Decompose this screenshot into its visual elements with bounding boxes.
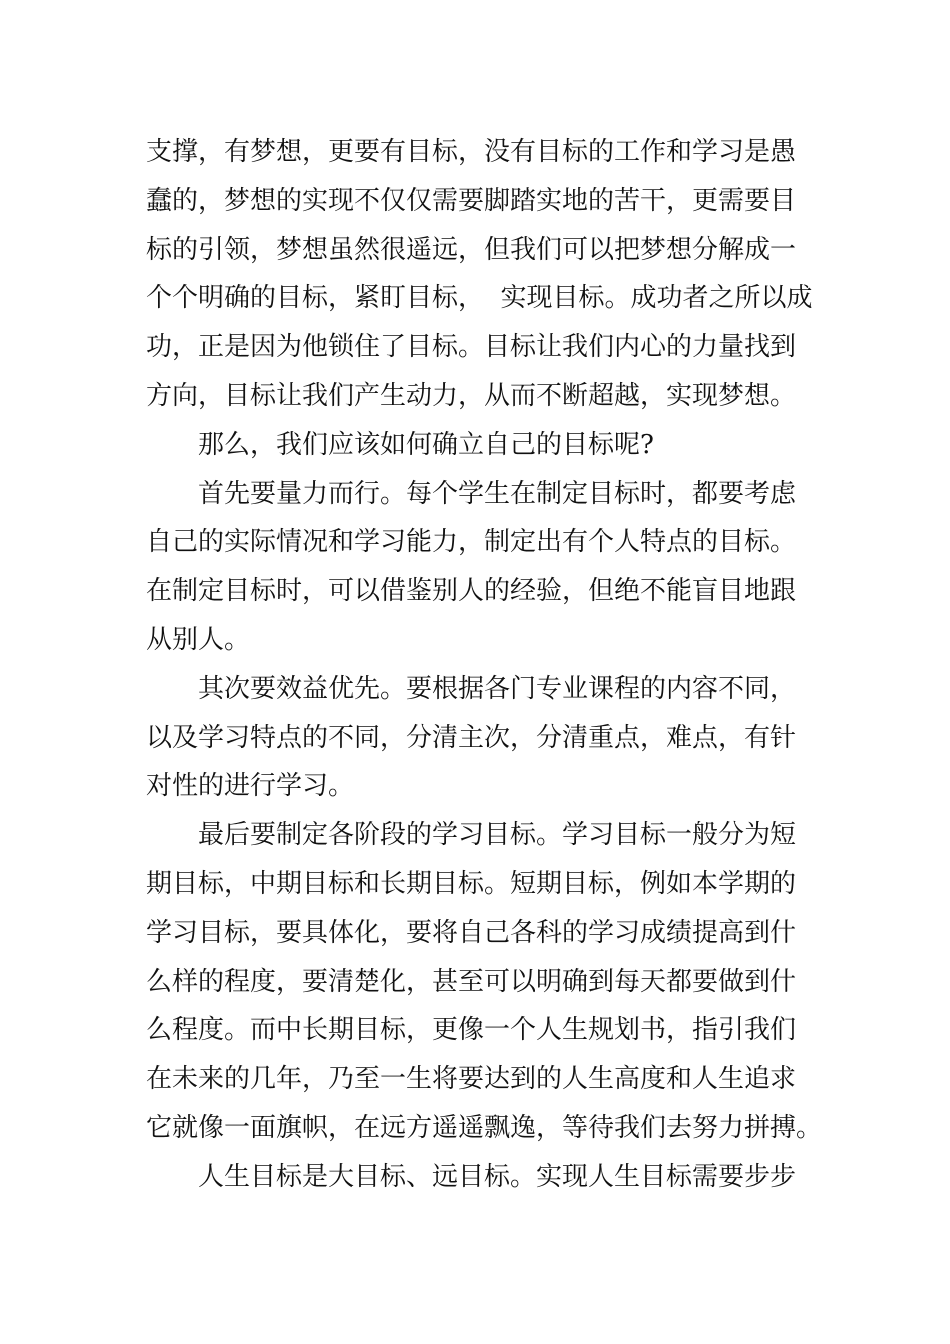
text-line: 以及学习特点的不同，分清主次，分清重点，难点，有针 [146, 722, 797, 753]
text-line: 方向，目标让我们产生动力，从而不断超越，实现梦想。 [146, 380, 797, 411]
document-body [146, 128, 823, 1202]
text-line: 它就像一面旗帜，在远方遥遥飘逸，等待我们去努力拼搏。 [146, 1112, 823, 1143]
text-line: 蠢的，梦想的实现不仅仅需要脚踏实地的苦干，更需要目 [146, 185, 797, 216]
paragraph-start-line: 其次要效益优先。要根据各门专业课程的内容不同， [198, 673, 797, 704]
text-line: 从别人。 [146, 624, 251, 655]
text-line: 支撑，有梦想，更要有目标，没有目标的工作和学习是愚 [146, 137, 797, 167]
paragraph-start-line: 人生目标是大目标、远目标。实现人生目标需要步步 [198, 1161, 797, 1192]
text-line: 功，正是因为他锁住了目标。目标让我们内心的力量找到 [146, 332, 797, 363]
text-line: 期目标，中期目标和长期目标。短期目标，例如本学期的 [146, 868, 797, 899]
text-line: 么程度。而中长期目标，更像一个人生规划书，指引我们 [146, 1015, 797, 1046]
text-line: 么样的程度，要清楚化，甚至可以明确到每天都要做到什 [146, 966, 797, 997]
text-line: 个个明确的目标，紧盯目标， 实现目标。成功者之所以成 [146, 283, 813, 314]
text-line: 在制定目标时，可以借鉴别人的经验，但绝不能盲目地跟 [146, 576, 797, 607]
paragraph-start-line: 首先要量力而行。每个学生在制定目标时，都要考虑 [198, 478, 797, 509]
text-line: 对性的进行学习。 [146, 771, 355, 802]
text-line: 在未来的几年，乃至一生将要达到的人生高度和人生追求 [146, 1064, 797, 1095]
paragraph-start-line: 最后要制定各阶段的学习目标。学习目标一般分为短 [198, 820, 797, 851]
paragraph-start-line: 那么，我们应该如何确立自己的目标呢? [198, 429, 654, 460]
text-line: 学习目标，要具体化，要将自己各科的学习成绩提高到什 [146, 917, 797, 948]
text-line: 标的引领，梦想虽然很遥远，但我们可以把梦想分解成一 [146, 234, 797, 265]
text-line: 自己的实际情况和学习能力，制定出有个人特点的目标。 [146, 527, 797, 558]
